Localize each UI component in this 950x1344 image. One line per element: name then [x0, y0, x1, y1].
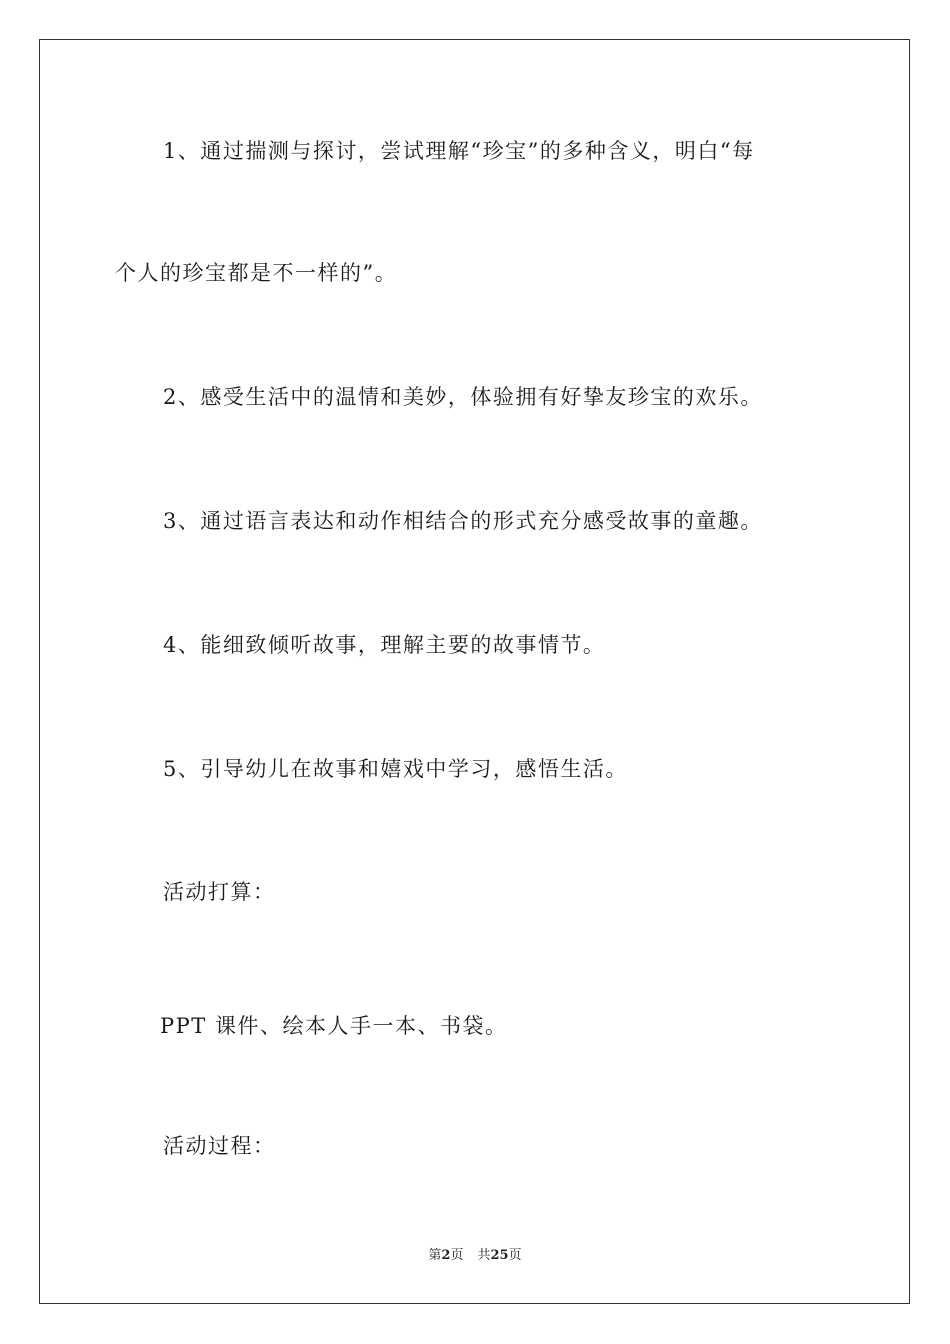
objective-2: 2、感受生活中的温情和美妙，体验拥有好挚友珍宝的欢乐。	[163, 385, 763, 409]
objective-3: 3、通过语言表达和动作相结合的形式充分感受故事的童趣。	[163, 509, 763, 533]
preparation-heading: 活动打算：	[163, 880, 276, 904]
footer-page-suffix: 页	[450, 1248, 464, 1263]
page-border	[39, 39, 910, 1304]
footer-page-total: 25	[490, 1248, 509, 1263]
footer-total-suffix: 页	[508, 1248, 522, 1263]
objective-1-line-2: 个人的珍宝都是不一样的”。	[115, 261, 398, 285]
footer-page-prefix: 第	[428, 1248, 442, 1263]
preparation-items: PPT 课件、绘本人手一本、书袋。	[160, 1014, 508, 1038]
objective-4: 4、能细致倾听故事，理解主要的故事情节。	[163, 633, 606, 657]
footer-page-current: 2	[441, 1248, 451, 1263]
objective-5: 5、引导幼儿在故事和嬉戏中学习，感悟生活。	[163, 757, 628, 781]
objective-1-line-1: 1、通过揣测与探讨，尝试理解“珍宝”的多种含义，明白“每	[163, 139, 755, 163]
page-footer	[0, 1247, 950, 1265]
footer-total-prefix: 共	[477, 1248, 491, 1263]
process-heading: 活动过程：	[163, 1134, 276, 1158]
